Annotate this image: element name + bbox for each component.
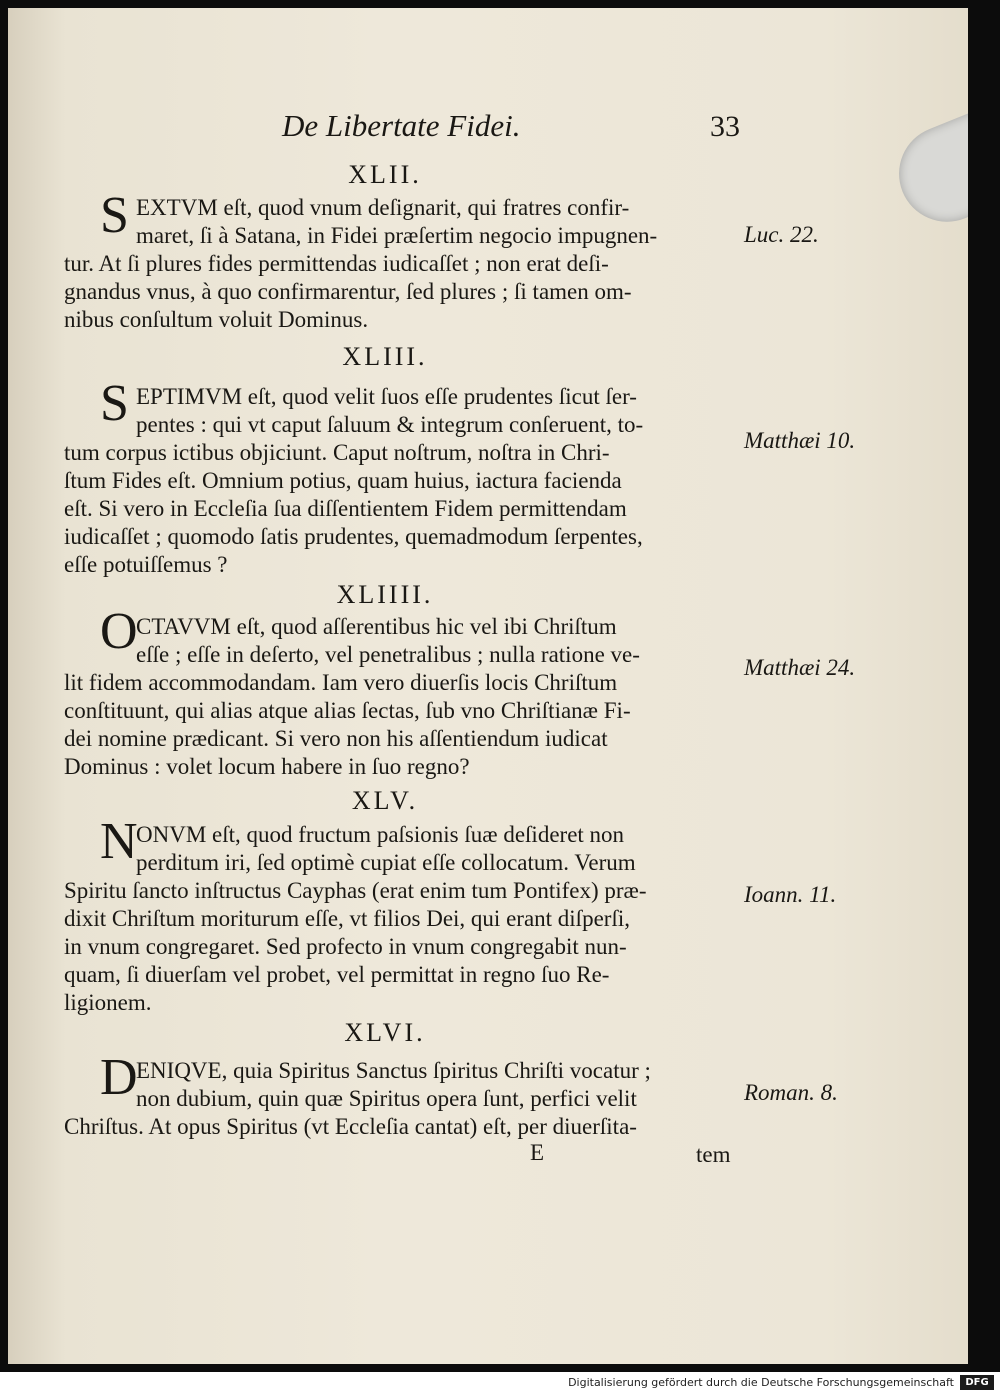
signature-mark: E: [530, 1140, 545, 1165]
section-number: XLIII.: [342, 342, 428, 371]
text-line: tur. At ſi plures fides permittendas iudicaſſet ; non erat deſi-: [64, 251, 609, 276]
magnifier-glass-overlay: [885, 80, 968, 236]
section-number: XLIIII.: [336, 580, 434, 609]
text-line: ligionem.: [64, 990, 152, 1015]
margin-note: Matthæi 10.: [744, 428, 856, 453]
text-line: eſſe potuiſſemus ?: [64, 552, 228, 577]
catchword: tem: [696, 1142, 731, 1167]
footer-credit: Digitalisierung gefördert durch die Deutsche Forschungsgemeinschaft: [568, 1376, 954, 1389]
margin-note: Luc. 22.: [744, 222, 819, 247]
text-line: ONVM eſt, quod fructum paſsionis ſuæ deſideret non: [136, 822, 625, 847]
text-line: eſt. Si vero in Eccleſia ſua diſſentientem Fidem permittendam: [64, 496, 627, 521]
text-line: EPTIMVM eſt, quod velit ſuos eſſe prudentes ſicut ſer-: [136, 384, 637, 409]
drop-cap: O: [100, 603, 138, 660]
dfg-logo: DFG: [960, 1375, 994, 1390]
text-line: EXTVM eſt, quod vnum deſignarit, qui fratres confir-: [136, 195, 630, 220]
margin-note: Matthæi 24.: [744, 655, 856, 680]
drop-cap: S: [100, 375, 129, 432]
section-number: XLII.: [348, 160, 422, 189]
text-line: perditum iri, ſed optimè cupiat eſſe collocatum. Verum: [136, 850, 636, 875]
text-line: Chriſtus. At opus Spiritus (vt Eccleſia cantat) eſt, per diuerſita-: [64, 1114, 637, 1139]
drop-cap: S: [100, 187, 129, 244]
drop-cap: D: [100, 1049, 138, 1106]
text-line: in vnum congregaret. Sed profecto in vnum congregabit nun-: [64, 934, 627, 959]
text-line: tum corpus ictibus objiciunt. Caput noſtrum, noſtra in Chri-: [64, 440, 610, 465]
text-line: iudicaſſet ; quomodo ſatis prudentes, quemadmodum ſerpentes,: [64, 524, 643, 549]
text-line: ENIQVE, quia Spiritus Sanctus ſpiritus Chriſti vocatur ;: [136, 1058, 651, 1083]
running-title: De Libertate Fidei.: [282, 108, 521, 143]
text-line: conſtituunt, qui alias atque alias ſectas, ſub vno Chriſtianæ Fi-: [64, 698, 631, 723]
text-line: lit fidem accommodandam. Iam vero diuerſis locis Chriſtum: [64, 670, 618, 695]
section-number: XLVI.: [344, 1018, 426, 1047]
text-line: quam, ſi diuerſam vel probet, vel permittat in regno ſuo Re-: [64, 962, 610, 987]
text-line: ſtum Fides eſt. Omnium potius, quam huius, iactura facienda: [64, 468, 622, 493]
margin-note: Ioann. 11.: [744, 882, 837, 907]
margin-note: Roman. 8.: [744, 1080, 838, 1105]
text-line: gnandus vnus, à quo confirmarentur, ſed plures ; ſi tamen om-: [64, 279, 632, 304]
drop-cap: N: [100, 813, 138, 870]
text-line: maret, ſi à Satana, in Fidei præſertim negocio impugnen-: [136, 223, 658, 248]
text-line: Spiritu ſancto inſtructus Cayphas (erat enim tum Pontifex) præ-: [64, 878, 647, 903]
text-line: CTAVVM eſt, quod aſſerentibus hic vel ibi Chriſtum: [136, 614, 617, 639]
text-line: dei nomine prædicant. Si vero non his aſſentiendum iudicat: [64, 726, 608, 751]
text-line: Dominus : volet locum habere in ſuo regno?: [64, 754, 470, 779]
section-number: XLV.: [351, 786, 419, 815]
text-line: eſſe ; eſſe in deſerto, vel penetralibus ; nulla ratione ve-: [136, 642, 640, 667]
text-line: nibus conſultum voluit Dominus.: [64, 307, 369, 332]
text-line: dixit Chriſtum moriturum eſſe, vt filios Dei, qui erant diſperſi,: [64, 906, 630, 931]
page-number: 33: [710, 110, 740, 143]
text-line: non dubium, quin quæ Spiritus opera ſunt, perfici velit: [136, 1086, 637, 1111]
text-line: pentes : qui vt caput ſaluum & integrum conſeruent, to-: [136, 412, 644, 437]
